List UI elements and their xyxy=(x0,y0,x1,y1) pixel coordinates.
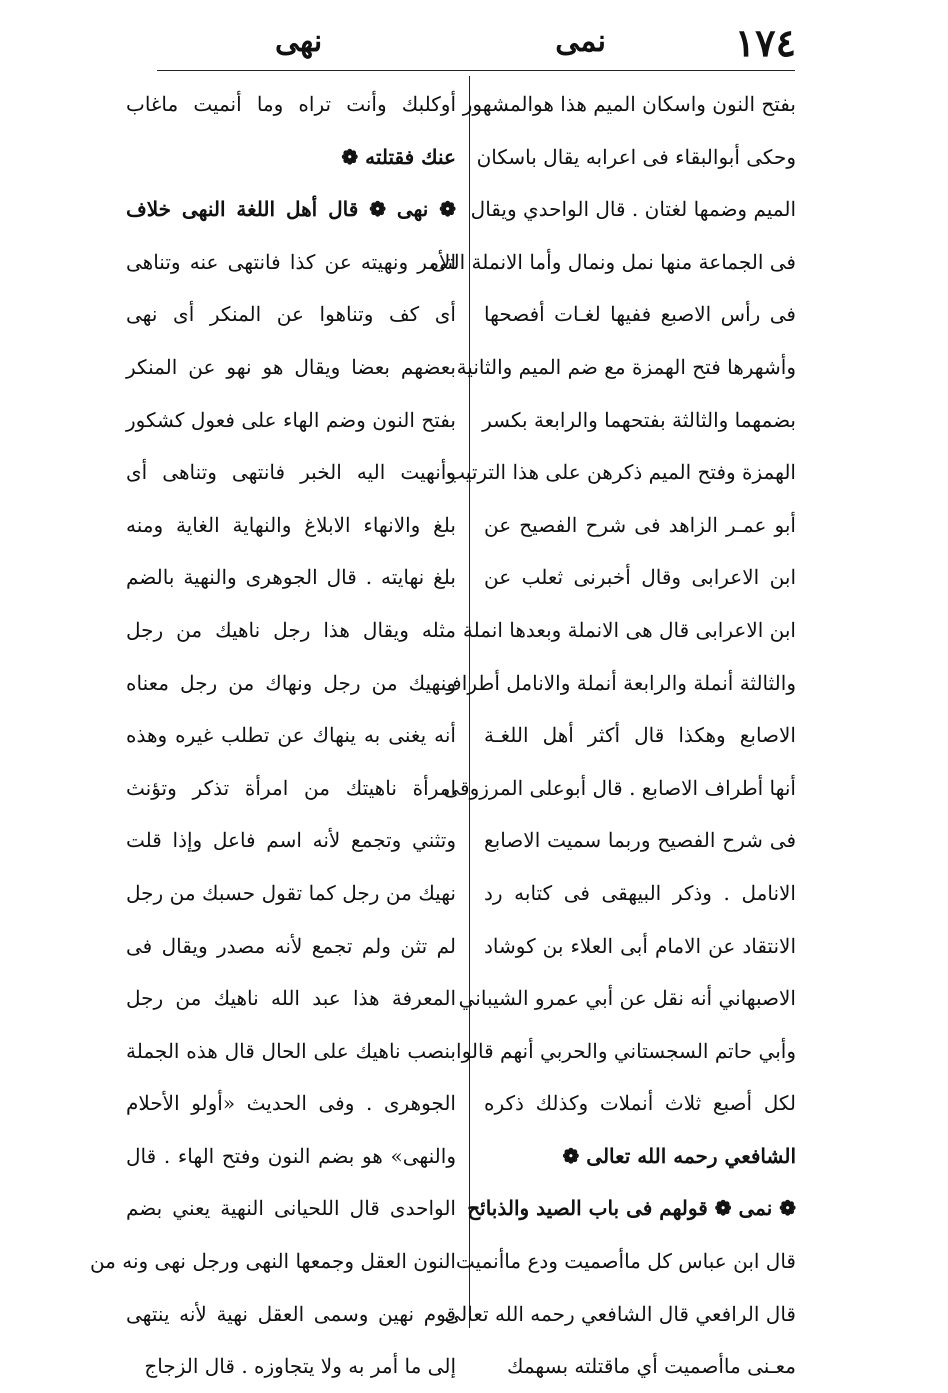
text-line: الجوهرى . وفى الحديث «أولو الأحلام xyxy=(126,1091,456,1116)
page-header xyxy=(130,18,796,70)
text-line: الواحدى قال اللحيانى النهية يعني بضم xyxy=(126,1196,456,1221)
text-line: وأنهيت اليه الخبر فانتهى وتناهى أى xyxy=(126,460,456,485)
text-line: بلغ نهايته . قال الجوهرى والنهية بالضم xyxy=(126,565,456,590)
text-line: أنها أطراف الاصابع . قال أبوعلى المرزوقى xyxy=(443,775,796,800)
text-line: النون العقل وجمعها النهى ورجل نهى ونه من xyxy=(89,1249,456,1274)
text-line: الاصبهاني أنه نقل عن أبي عمرو الشيباني xyxy=(458,986,796,1011)
text-line: أنه يغنى به ينهاك عن تطلب غيره وهذه xyxy=(126,723,456,748)
text-line: ❁ نهى ❁ قال أهل اللغة النهى خلاف xyxy=(126,197,456,222)
text-line: بعضهم بعضا ويقال هو نهو عن المنكر xyxy=(126,354,456,379)
text-line: نهيك من رجل كما تقول حسبك من رجل xyxy=(126,880,456,905)
text-line: لم تثن ولم تجمع لأنه مصدر ويقال فى xyxy=(126,933,456,958)
text-line: إلى ما أمر به ولا يتجاوزه . قال الزجاج xyxy=(144,1354,456,1379)
text-line: أى كف وتناهوا عن المنكر أى نهى xyxy=(126,302,456,327)
text-line: معـنى ماأصميت أي ماقتلته بسهمك xyxy=(507,1354,796,1379)
left-column xyxy=(89,78,456,1393)
text-line: والثالثة أنملة والرابعة أنملة والانامل أطراف xyxy=(441,670,796,695)
text-line: قال الرافعي قال الشافعي رحمه الله تعالى xyxy=(444,1301,796,1326)
text-line: الهمزة وفتح الميم ذكرهن على هذا الترتيب xyxy=(446,460,796,485)
text-line: امرأة ناهيتك من امرأة تذكر وتؤنث xyxy=(126,775,456,800)
text-line: بفتح النون واسكان الميم هذا هوالمشهور xyxy=(462,92,796,116)
text-line: ❁ نمى ❁ قولهم فى باب الصيد والذبائح xyxy=(467,1196,796,1221)
header-rule xyxy=(157,70,795,71)
running-head-left: نهى xyxy=(275,24,323,59)
text-line: بفتح النون وضم الهاء على فعول كشكور xyxy=(126,407,456,432)
text-line: فى الجماعة منها نمل ونمال وأما الانملة التى xyxy=(430,249,796,274)
text-line: الميم وضمها لغتان . قال الواحدي ويقال xyxy=(470,197,796,222)
text-line: الاصابع وهكذا قال أكثر أهل اللغـة xyxy=(484,723,796,748)
text-line: وأبي حاتم السجستاني والحربي أنهم قالوا xyxy=(456,1038,796,1063)
text-line: وتثني وتجمع لأنه اسم فاعل وإذا قلت xyxy=(126,828,456,853)
text-line: وأشهرها فتح الهمزة مع ضم الميم والثانية xyxy=(456,354,796,379)
text-line: ونهيك من رجل ونهاك من رجل معناه xyxy=(126,670,456,695)
text-line: المعرفة هذا عبد الله ناهيك من رجل xyxy=(126,986,456,1011)
page-number: ١٧٤ xyxy=(734,20,796,65)
text-line: بنصب ناهيك على الحال قال هذه الجملة xyxy=(126,1038,456,1063)
text-line: قال ابن عباس كل ماأصميت ودع ماأنميت xyxy=(455,1249,796,1274)
text-line: الشافعي رحمه الله تعالى ❁ xyxy=(562,1143,796,1168)
text-line: أبو عمـر الزاهد فى شرح الفصيح عن xyxy=(484,512,796,537)
text-line: ابن الاعرابى قال هى الانملة وبعدها انملة xyxy=(462,617,796,642)
text-line: فى رأس الاصبع ففيها لغـات أفصحها xyxy=(484,302,796,327)
text-line: والنهى» هو بضم النون وفتح الهاء . قال xyxy=(126,1143,456,1168)
text-line: عنك فقتلته ❁ xyxy=(341,144,456,169)
text-line: الانامل . وذكر البيهقى فى كتابه رد xyxy=(484,880,796,905)
text-line: الأمر ونهيته عن كذا فانتهى عنه وتناهى xyxy=(126,249,456,274)
text-line: مثله ويقال هذا رجل ناهيك من رجل xyxy=(126,617,456,642)
right-column xyxy=(430,78,796,1393)
text-line: ابن الاعرابى وقال أخبرنى ثعلب عن xyxy=(484,565,796,590)
text-line: قوم نهين وسمى العقل نهية لأنه ينتهى xyxy=(126,1301,456,1326)
text-line: بلغ والانهاء الابلاغ والنهاية الغاية ومنه xyxy=(126,512,456,537)
text-line: وحكى أبوالبقاء فى اعرابه يقال باسكان xyxy=(476,144,796,169)
running-head-right: نمى xyxy=(555,24,606,59)
text-line: الانتقاد عن الامام أبى العلاء بن كوشاد xyxy=(484,933,796,958)
text-line: بضمهما والثالثة بفتحهما والرابعة بكسر xyxy=(482,407,796,432)
text-line: أوكلبك وأنت تراه وما أنميت ماغاب xyxy=(126,92,456,116)
text-line: لكل أصبع ثلاث أنملات وكذلك ذكره xyxy=(484,1091,796,1116)
text-line: فى شرح الفصيح وربما سميت الاصابع xyxy=(484,828,796,853)
